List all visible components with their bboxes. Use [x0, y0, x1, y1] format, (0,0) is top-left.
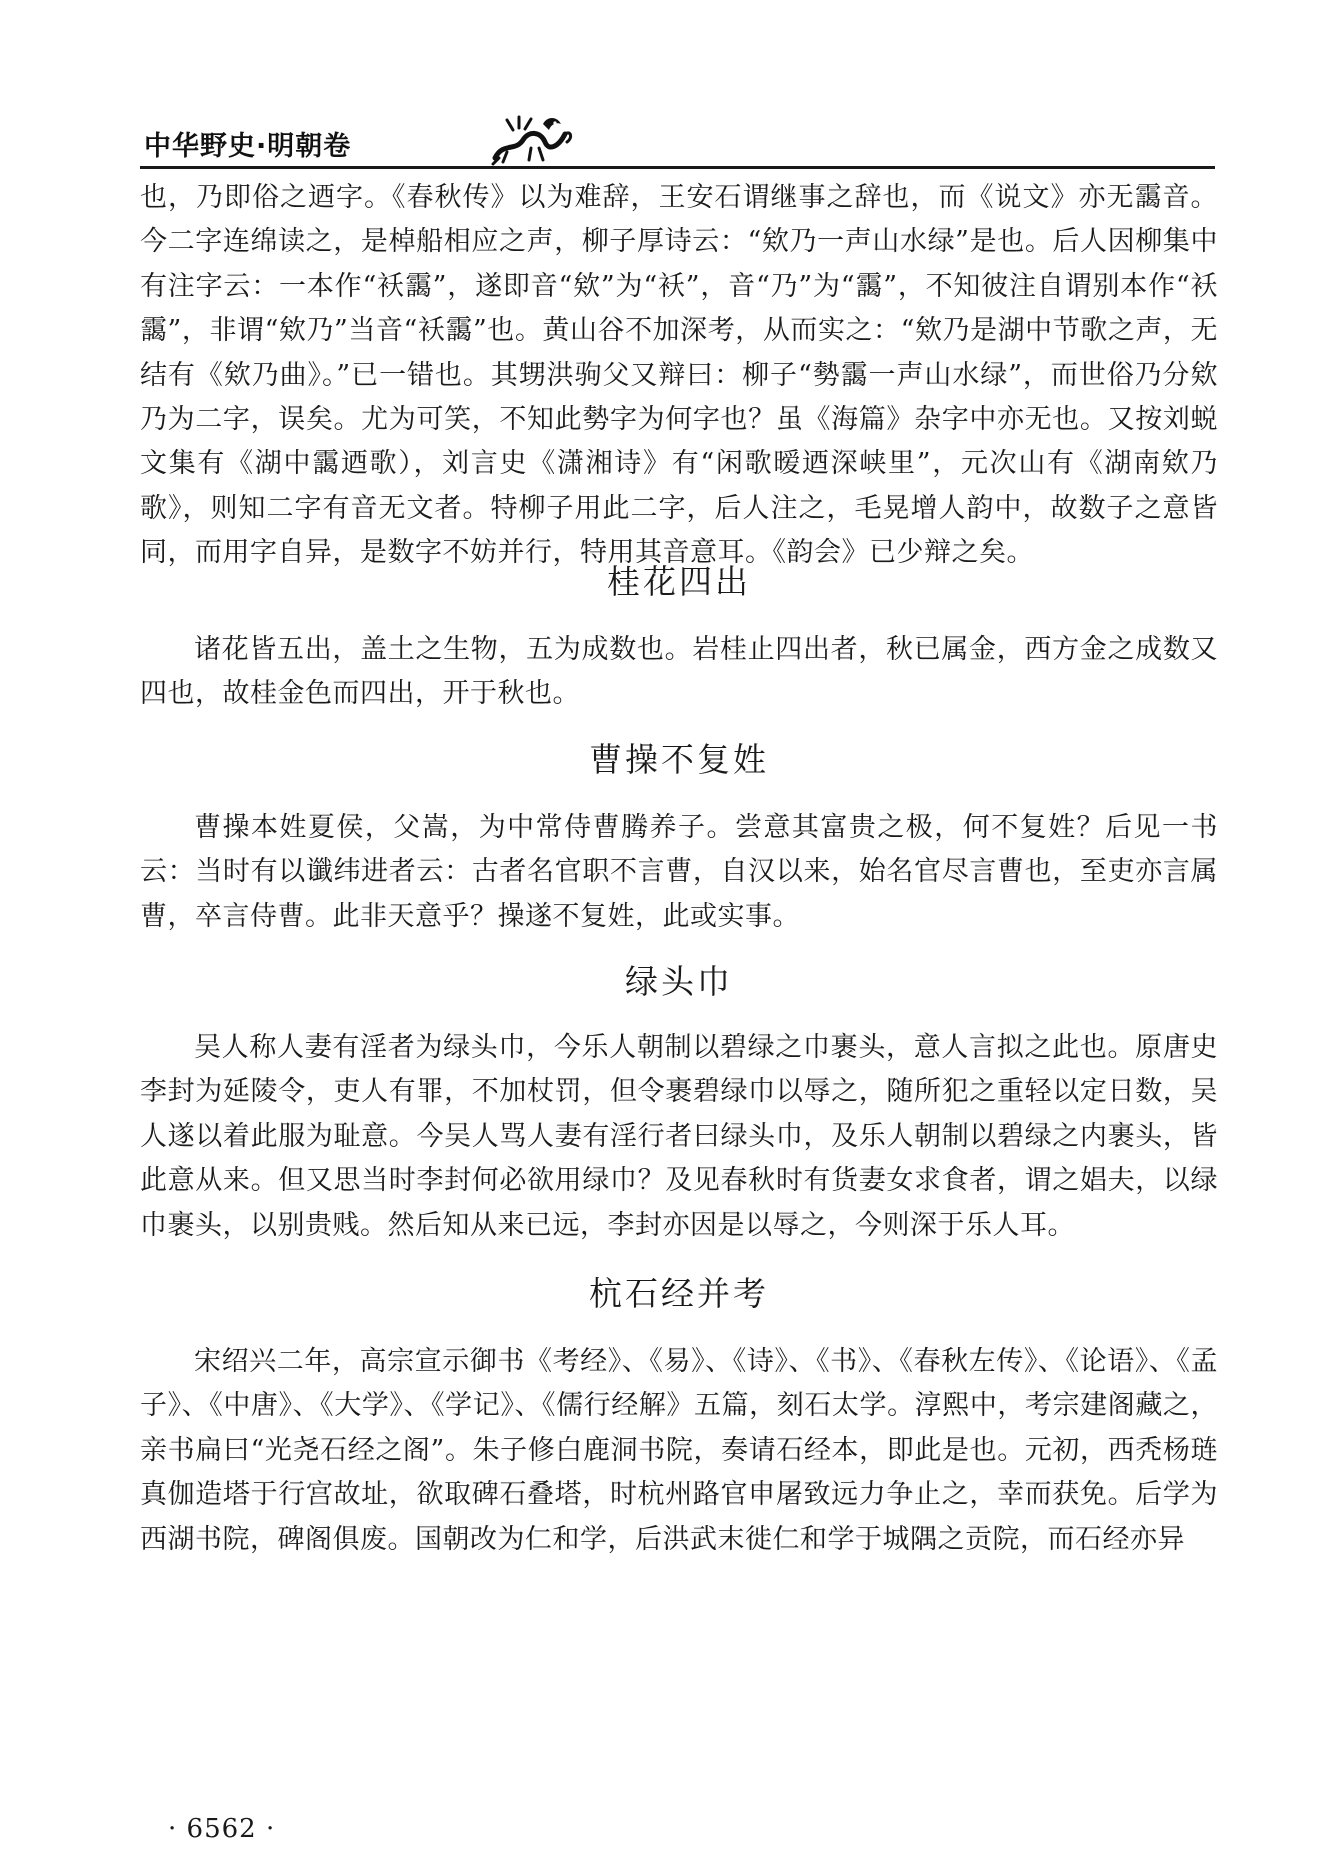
section-title-1: 桂花四出 — [607, 562, 751, 601]
header-rule — [140, 166, 1215, 169]
section-title-3: 绿头巾 — [625, 962, 733, 1001]
section-body-4: 宋绍兴二年，高宗宣示御书《考经》、《易》、《诗》、《书》、《春秋左传》、《论语》、《孟子》、《中唐》、《大学》、《学记》、《儒行经解》五篇，刻石太学。淳熙中，考宗建阁藏之，亲书扁曰“光尧石经之阁”。朱子修白鹿洞书院，奏请石经本，即此是也。元初，西秃杨琏真伽造塔于行宫故址，欲取碑石叠塔，时杭州路官申屠致远力争止之，幸而获免。后学为西湖书院，碑阁俱废。国朝改为仁和学，后洪武末徙仁和学于城隅之贡院，而石经亦异 — [140, 1346, 1218, 1555]
continued-paragraph: 也，乃即俗之迺字。《春秋传》以为难辞，王安石谓继事之辞也，而《说文》亦无靄音。今二字连绵读之，是棹船相应之声，柳子厚诗云：“欸乃一声山水绿”是也。后人因柳集中有注字云：一本作“袄靄”，遂即音“欸”为“袄”，音“乃”为“靄”，不知彼注自谓别本作“袄靄”，非谓“欸乃”当音“袄靄”也。黄山谷不加深考，从而实之：“欸乃是湖中节歌之声，无结有《欸乃曲》。”已一错也。其甥洪驹父又辩曰：柳子“勢靄一声山水绿”，而世俗乃分欸乃为二字，误矣。尤为可笑，不知此勢字为何字也？虽《海篇》杂字中亦无也。又按刘蜕文集有《湖中靄迺歌），刘言史《潇湘诗》有“闲歌暧迺深峡里”，元次山有《湖南欸乃歌》，则知二字有音无文者。特柳子用此二字，后人注之，毛晃增人韵中，故数子之意皆同，而用字自异，是数字不妨并行，特用其音意耳。《韵会》已少辩之矣。 — [140, 182, 1218, 569]
section-title-2: 曹操不复姓 — [589, 740, 769, 779]
section-body-3: 吴人称人妻有淫者为绿头巾，今乐人朝制以碧绿之巾裹头，意人言拟之此也。原唐史李封为延陵令，吏人有罪，不加杖罚，但令裹碧绿巾以辱之，随所犯之重轻以定日数，吴人遂以着此服为耻意。今吴人骂人妻有淫行者曰绿头巾，及乐人朝制以碧绿之内裹头，皆此意从来。但又思当时李封何必欲用绿巾？及见春秋时有货妻女求食者，谓之娼夫，以绿巾裹头，以别贵贱。然后知从来已远，李封亦因是以辱之，今则深于乐人耳。 — [140, 1032, 1218, 1241]
page-number: · 6562 · — [168, 1814, 276, 1844]
section-title-4: 杭石经并考 — [589, 1274, 769, 1313]
dragon-emblem-icon — [485, 112, 575, 168]
running-head-title: 中华野史·明朝卷 — [144, 131, 352, 162]
section-body-2: 曹操本姓夏侯，父嵩，为中常侍曹腾养子。尝意其富贵之极，何不复姓？后见一书云：当时有以谶纬进者云：古者名官职不言曹，自汉以来，始名官尽言曹也，至吏亦言属曹，卒言侍曹。此非天意乎？操遂不复姓，此或实事。 — [140, 812, 1218, 932]
running-head — [140, 112, 1215, 168]
section-body-1: 诸花皆五出，盖土之生物，五为成数也。岩桂止四出者，秋已属金，西方金之成数又四也，故桂金色而四出，开于秋也。 — [140, 634, 1218, 710]
